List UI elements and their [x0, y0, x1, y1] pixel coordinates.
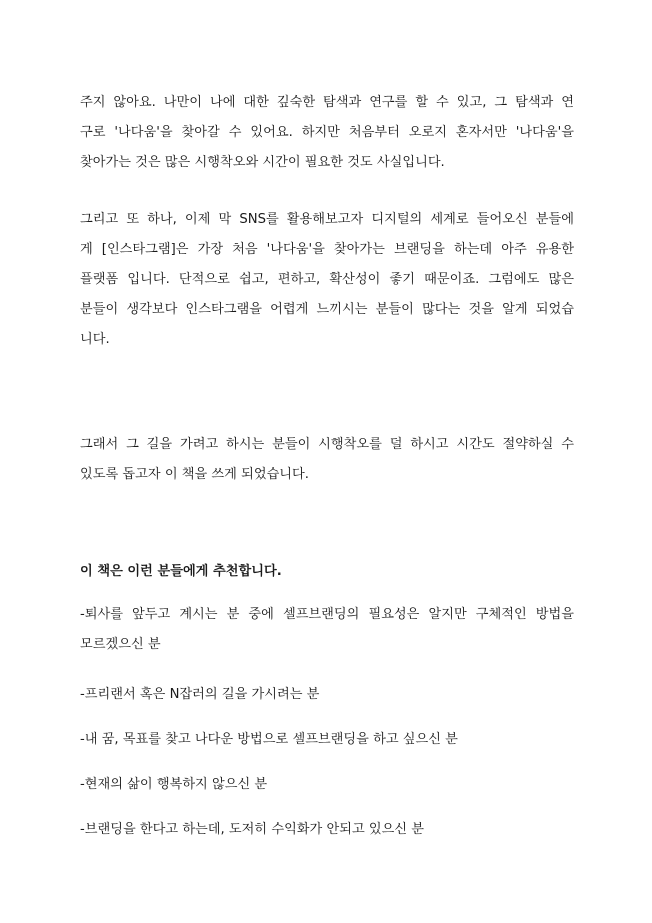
intro-line-1: 주지 않아요. 나만이 나에 대한 깊숙한 탐색과 연구를 할 수 있고, 그 탐색과 연 — [80, 95, 574, 110]
recommend-item-5: -브랜딩을 한다고 하는데, 도저히 수익화가 안되고 있으신 분 — [80, 822, 425, 837]
purpose-line-1: 그래서 그 길을 가려고 하시는 분들이 시행착오를 덜 하시고 시간도 절약하실 수 — [80, 437, 574, 452]
recommend-item-3: -내 꿈, 목표를 찾고 나다운 방법으로 셀프브랜딩을 하고 싶으신 분 — [80, 732, 458, 747]
recommend-item-1 — [80, 600, 574, 660]
recommend-item-1-line-1: -퇴사를 앞두고 계시는 분 중에 셀프브랜딩의 필요성은 알지만 구체적인 방법을 — [80, 607, 574, 622]
intro-line-3: 찾아가는 것은 많은 시행착오와 시간이 필요한 것도 사실입니다. — [80, 155, 445, 170]
intro-line-2: 구로 '나다움'을 찾아갈 수 있어요. 하지만 처음부터 오로지 혼자서만 '나다움'을 — [80, 125, 574, 140]
instagram-line-2: 게 [인스타그램]은 가장 처음 '나다움'을 찾아가는 브랜딩을 하는데 아주 유용한 — [80, 242, 574, 257]
instagram-line-1: 그리고 또 하나, 이제 막 SNS를 활용해보고자 디지털의 세계로 들어오신 분들에 — [80, 212, 574, 227]
instagram-line-5: 니다. — [80, 332, 110, 347]
intro-paragraph — [80, 88, 574, 178]
recommend-heading: 이 책은 이런 분들에게 추천합니다. — [80, 564, 282, 579]
purpose-line-2: 있도록 돕고자 이 책을 쓰게 되었습니다. — [80, 467, 309, 482]
purpose-paragraph — [80, 430, 574, 490]
recommend-item-4: -현재의 삶이 행복하지 않으신 분 — [80, 777, 268, 792]
instagram-paragraph — [80, 205, 574, 355]
instagram-line-3: 플랫폼 입니다. 단적으로 쉽고, 편하고, 확산성이 좋기 때문이죠. 그럼에도 많은 — [80, 272, 574, 287]
recommend-item-2: -프리랜서 혹은 N잡러의 길을 가시려는 분 — [80, 687, 320, 702]
instagram-line-4: 분들이 생각보다 인스타그램을 어렵게 느끼시는 분들이 많다는 것을 알게 되었습 — [80, 302, 574, 317]
recommend-item-1-line-2: 모르겠으신 분 — [80, 637, 161, 652]
